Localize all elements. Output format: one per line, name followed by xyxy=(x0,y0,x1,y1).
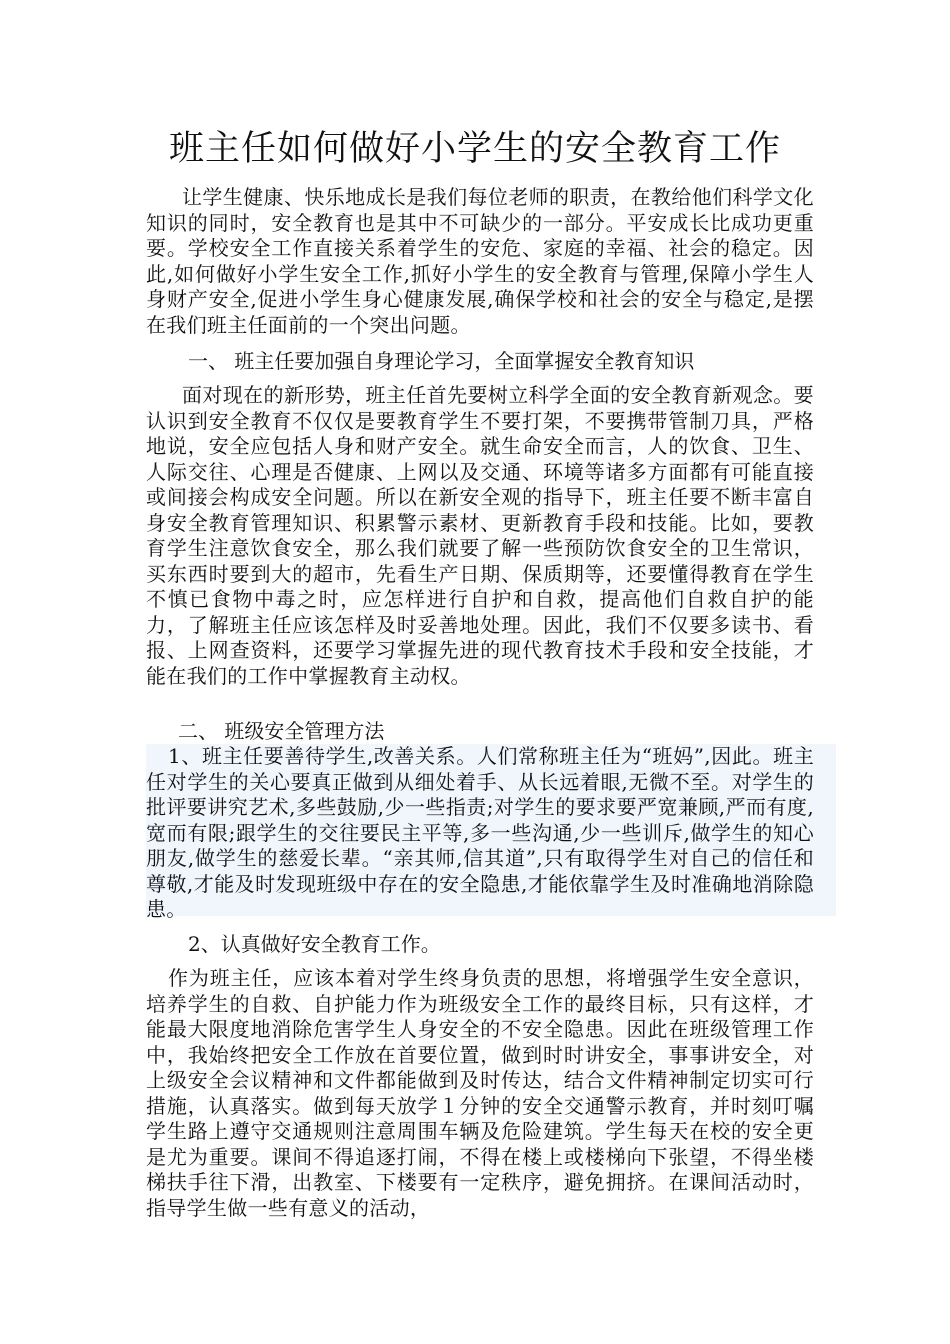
intro-paragraph: 让学生健康、快乐地成长是我们每位老师的职责，在教给他们科学文化知识的同时，安全教育也是其中不可缺少的一部分。平安成长比成功更重要。学校安全工作直接关系着学生的安危、家庭的幸福、社会的稳定。因此,如何做好小学生安全工作,抓好小学生的安全教育与管理,保障小学生人身财产安全,促进小学生身心健康发展,确保学校和社会的安全与稳定,是摆在我们班主任面前的一个突出问题。 xyxy=(146,185,814,337)
section1-heading: 一、 班主任要加强自身理论学习，全面掌握安全教育知识 xyxy=(188,349,695,373)
item2-paragraph: 作为班主任，应该本着对学生终身负责的思想，将增强学生安全意识，培养学生的自救、自护能力作为班级安全工作的最终目标，只有这样，才能最大限度地消除危害学生人身安全的不安全隐患。因此在班级管理工作中，我始终把安全工作放在首要位置，做到时时讲安全，事事讲安全，对上级安全会议精神和文件都能做到及时传达，结合文件精神制定切实可行措施，认真落实。做到每天放学１分钟的安全交通警示教育，并时刻叮嘱学生路上遵守交通规则注意周围车辆及危险建筑。学生每天在校的安全更是尤为重要。课间不得追逐打闹，不得在楼上或楼梯向下张望，不得坐楼梯扶手往下滑，出教室、下楼要有一定秩序，避免拥挤。在课间活动时，指导学生做一些有意义的活动， xyxy=(146,966,814,1220)
section1-paragraph: 面对现在的新形势，班主任首先要树立科学全面的安全教育新观念。要认识到安全教育不仅仅是要教育学生不要打架，不要携带管制刀具，严格地说，安全应包括人身和财产安全。就生命安全而言，人的饮食、卫生、人际交往、心理是否健康、上网以及交通、环境等诸多方面都有可能直接或间接会构成安全问题。所以在新安全观的指导下，班主任要不断丰富自身安全教育管理知识、积累警示素材、更新教育手段和技能。比如，要教育学生注意饮食安全，那么我们就要了解一些预防饮食安全的卫生常识，买东西时要到大的超市，先看生产日期、保质期等，还要懂得教育在学生不慎已食物中毒之时，应怎样进行自护和自救，提高他们自救自护的能力，了解班主任应该怎样及时妥善地处理。因此，我们不仅要多读书、看报、上网查资料，还要学习掌握先进的现代教育技术手段和安全技能，才能在我们的工作中掌握教育主动权。 xyxy=(146,383,814,688)
section2-heading: 二、 班级安全管理方法 xyxy=(178,719,385,743)
item1-paragraph: 1、班主任要善待学生,改善关系。人们常称班主任为“班妈”,因此。班主任对学生的关心要真正做到从细处着手、从长远着眼,无微不至。对学生的批评要讲究艺术,多些鼓励,少一些指责;对学生的要求要严宽兼顾,严而有度,宽而有限;跟学生的交往要民主平等,多一些沟通,少一些训斥,做学生的知心朋友,做学生的慈爱长辈。“亲其师,信其道”,只有取得学生对自己的信任和尊敬,才能及时发现班级中存在的安全隐患,才能依靠学生及时准确地消除隐患。 xyxy=(146,744,814,921)
document-title: 班主任如何做好小学生的安全教育工作 xyxy=(168,129,781,169)
item2-heading: 2、认真做好安全教育工作。 xyxy=(188,932,441,956)
